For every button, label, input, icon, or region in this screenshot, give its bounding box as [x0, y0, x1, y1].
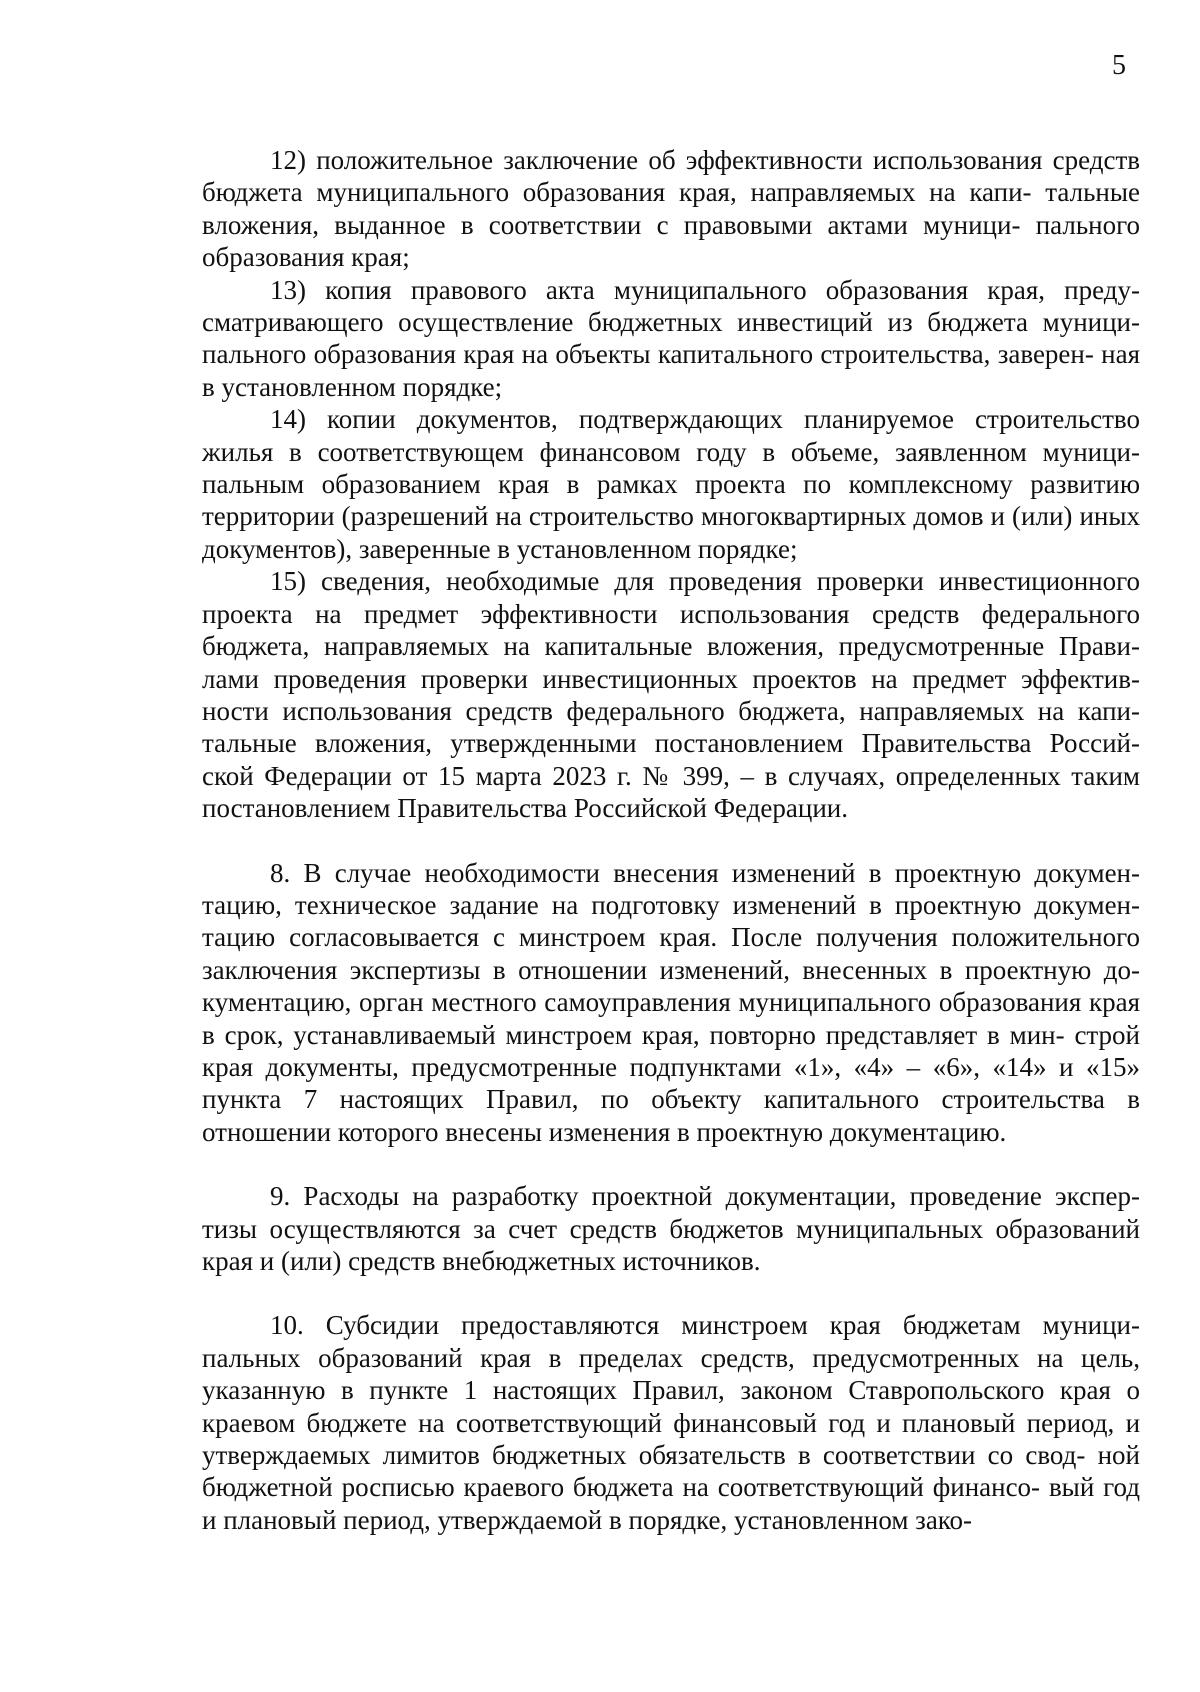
paragraph-9 [202, 1180, 1140, 1277]
text-line: тацию, техническое задание на подготовку изменений в проектную докумен- [202, 889, 1140, 920]
text-line: 12) положительное заключение об эффективности использования [270, 145, 1043, 175]
text-line: средств бюджета муниципального образования края, направляемых на капи- [202, 145, 1141, 208]
text-line: бюджета, направляемых на капитальные вложения, предусмотренные Прави- [202, 631, 1140, 662]
text-line: 10. Субсидии предоставляются минстроем края бюджетам муници- [270, 1310, 1140, 1341]
text-line: 13) копия правового акта муниципального образования края, преду- [270, 274, 1140, 305]
text-line: отношении которого внесены изменения в проектную документацию. [202, 1116, 1007, 1147]
text-line: ской Федерации от 15 марта 2023 г. № 399, – в случаях, определенных таким [202, 760, 1140, 791]
document-body [202, 144, 1140, 1536]
text-line: и утверждаемых лимитов бюджетных обязательств в соответствии со свод- [202, 1407, 1141, 1471]
text-line: заключения экспертизы в отношении изменений, внесенных в проектную до- [202, 954, 1140, 985]
text-line: 9. Расходы на разработку проектной документации, проведение экспер- [270, 1181, 1140, 1212]
text-line: тальные вложения, утвержденными постановлением Правительства Россий- [202, 728, 1140, 759]
paragraph-gap [202, 825, 1140, 857]
text-line: края и (или) средств внебюджетных источников. [202, 1246, 761, 1276]
text-line: 15) сведения, необходимые для проведения проверки инвестиционного [270, 566, 1140, 597]
text-line: вый год и плановый период, утверждаемой в порядке, установленном зако- [202, 1472, 1141, 1535]
text-line: пальных образований края в пределах средств, предусмотренных на цель, [202, 1342, 1140, 1373]
text-line: сматривающего осуществление бюджетных инвестиций из бюджета муници- [202, 307, 1140, 338]
text-line: краевом бюджете на соответствующий финансовый год и плановый период, [202, 1407, 1115, 1438]
text-line: территории (разрешений на строительство многоквартирных домов и (или) [202, 501, 1073, 532]
text-line: жилья в соответствующем финансовом году в объеме, заявленном муници- [202, 436, 1140, 467]
text-line: 14) копии документов, подтверждающих планируемое строительство [270, 404, 1140, 435]
text-line: ной бюджетной росписью краевого бюджета на соответствующий финансо- [202, 1440, 1140, 1503]
text-line: ная в установленном порядке; [202, 339, 1141, 402]
subparagraph-15 [202, 565, 1140, 824]
text-line: края в срок, устанавливаемый минстроем края, повторно представляет в мин- [202, 987, 1140, 1050]
text-line: строй края документы, предусмотренные подпунктами «1», «4» – «6», «14» и [202, 1019, 1140, 1082]
text-line: проекта на предмет эффективности использования средств федерального [202, 598, 1140, 629]
paragraph-10 [202, 1309, 1140, 1536]
text-line: кументацию, орган местного самоуправления муниципального образования [202, 987, 1082, 1018]
text-line: «15» пункта 7 настоящих Правил, по объекту капитального строительства в [202, 1051, 1140, 1115]
paragraph-gap [202, 1277, 1140, 1309]
subparagraph-12 [202, 144, 1140, 274]
text-line: 8. В случае необходимости внесения изменений в проектную докумен- [270, 857, 1140, 888]
text-line: тацию согласовывается с минстроем края. После получения положительного [202, 922, 1140, 953]
paragraph-gap [202, 1148, 1140, 1180]
page-number: 5 [1112, 50, 1126, 81]
text-line: пального образования края; [202, 209, 1140, 273]
paragraph-8 [202, 857, 1140, 1149]
text-line: лами проведения проверки инвестиционных проектов на предмет эффектив- [202, 663, 1140, 694]
text-line: тизы осуществляются за счет средств бюджетов муниципальных образований [202, 1213, 1140, 1244]
subparagraph-13 [202, 274, 1140, 404]
text-line: тальные вложения, выданное в соответствии с правовыми актами муници- [202, 177, 1140, 240]
text-line: пального образования края на объекты капитального строительства, заверен- [202, 339, 1094, 370]
text-line: иных документов), заверенные в установленном порядке; [202, 501, 1141, 564]
text-line: постановлением Правительства Российской Федерации. [202, 793, 848, 824]
subparagraph-14 [202, 403, 1140, 565]
text-line: ности использования средств федерального бюджета, направляемых на капи- [202, 695, 1140, 726]
text-line: пальным образованием края в рамках проекта по комплексному развитию [202, 469, 1140, 500]
text-line: указанную в пункте 1 настоящих Правил, законом Ставропольского края о [202, 1375, 1140, 1406]
